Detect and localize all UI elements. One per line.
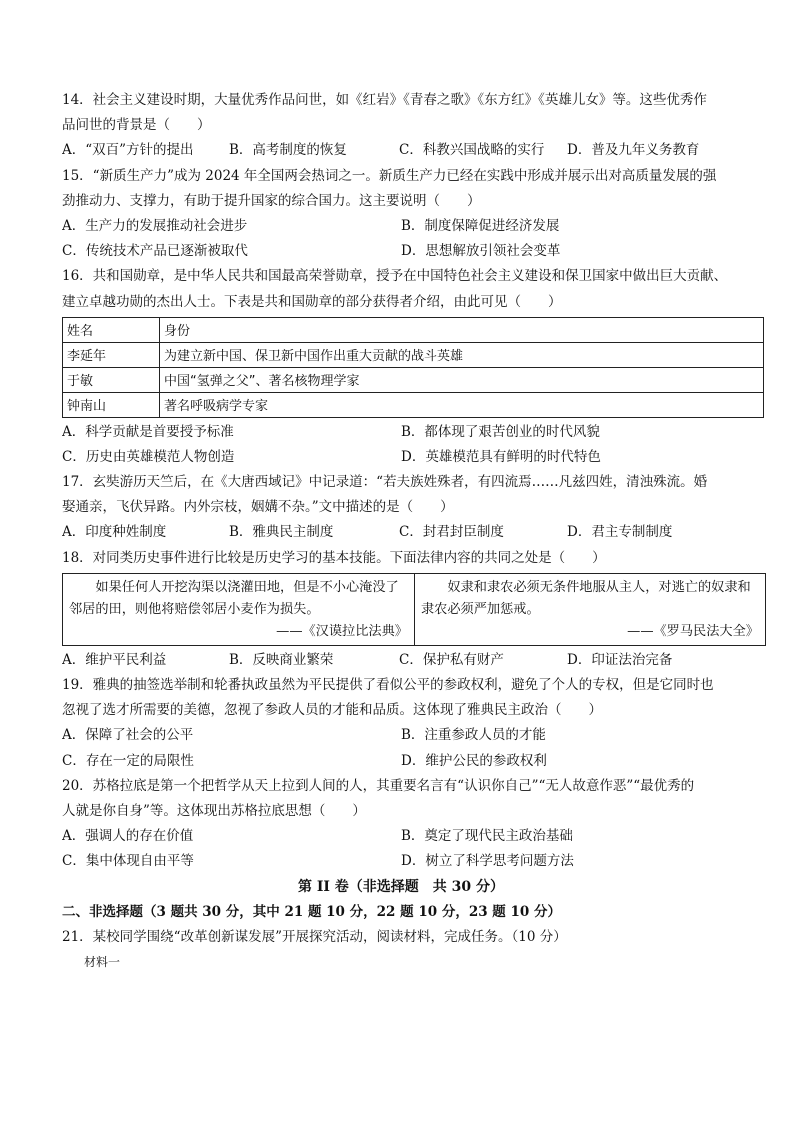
q20-stem-line2: 人就是你自身”等。这体现出苏格拉底思想（ ） <box>62 802 366 819</box>
q14-options <box>62 138 740 163</box>
q15-option-d: D．思想解放引领社会变革 <box>401 243 561 260</box>
q20-options-row1 <box>62 824 740 849</box>
q19-options-row1 <box>62 723 740 748</box>
q15-option-b: B．制度保障促进经济发展 <box>401 217 560 234</box>
q20-option-a: A．强调人的存在价值 <box>62 828 194 845</box>
q20-option-b: B．奠定了现代民主政治基础 <box>401 828 573 845</box>
table-cell: 钟南山 <box>63 392 160 417</box>
q14-stem-line2: 品问世的背景是（ ） <box>62 117 211 134</box>
q16-option-a: A．科学贡献是首要授予标准 <box>62 423 234 440</box>
q18-options <box>62 648 740 673</box>
q19-option-c: C．存在一定的局限性 <box>62 752 194 769</box>
q17-stem-line2: 娶通亲，飞伏异路。内外宗枝，姻媾不杂。”文中描述的是（ ） <box>62 499 454 516</box>
q19-options-row2 <box>62 749 740 774</box>
q15-options-row1 <box>62 214 740 239</box>
table-header-row <box>63 317 764 342</box>
q20-option-c: C．集中体现自由平等 <box>62 853 194 870</box>
q21-stem: 21．某校同学围绕“改革创新谋发展”开展探究活动，阅读材料，完成任务。（10 分） <box>62 928 567 945</box>
table-cell: 于敏 <box>63 367 160 392</box>
q17-option-c: C．封君封臣制度 <box>399 524 504 541</box>
q16-medal-table <box>62 317 764 418</box>
q16-option-d: D．英雄模范具有鲜明的时代特色 <box>401 448 601 465</box>
q16-option-c: C．历史由英雄模范人物创造 <box>62 448 235 465</box>
q19-option-b: B．注重参政人员的才能 <box>401 727 546 744</box>
q19-stem-line1: 19．雅典的抽签选举制和轮番执政虽然为平民提供了看似公平的参政权利，避免了个人的专权，但是它同时也 <box>62 677 714 693</box>
q19-option-a: A．保障了社会的公平 <box>62 727 194 744</box>
q20-options-row2 <box>62 849 740 874</box>
table-cell: 中国“氢弹之父”、著名核物理学家 <box>160 367 764 392</box>
q14-option-d: D．普及九年义务教育 <box>567 142 700 159</box>
table-cell: 身份 <box>160 317 764 342</box>
q15-option-a: A．生产力的发展推动社会进步 <box>62 217 248 234</box>
exam-page <box>62 88 759 975</box>
q18-right-cell <box>414 574 765 645</box>
q18-option-b: B．反映商业繁荣 <box>229 651 334 668</box>
q18-option-a: A．维护平民利益 <box>62 651 167 668</box>
q17-stem-line1: 17．玄奘游历天竺后，在《大唐西域记》中记录道：“若夫族姓殊者，有四流焉……凡兹四姓，清浊殊流。婚 <box>62 474 708 491</box>
q14-option-b: B．高考制度的恢复 <box>229 142 347 159</box>
q18-option-c: C．保护私有财产 <box>399 651 504 668</box>
q14-option-c: C．科教兴国战略的实行 <box>399 142 545 159</box>
section-2-title: 第 II 卷（非选择题 共 30 分） <box>297 878 505 895</box>
table-row <box>63 367 764 392</box>
q17-option-b: B．雅典民主制度 <box>229 524 334 541</box>
q14-stem-line1: 14．社会主义建设时期，大量优秀作品问世，如《红岩》《青春之歌》《东方红》《英雄儿女》等。这些优秀作 <box>62 92 707 108</box>
q20-option-d: D．树立了科学思考问题方法 <box>401 853 574 870</box>
q16-stem-line1: 16．共和国勋章，是中华人民共和国最高荣誉勋章，授予在中国特色社会主义建设和保卫国家中做出巨大贡献、 <box>62 268 728 285</box>
q16-stem-line2: 建立卓越功勋的杰出人士。下表是共和国勋章的部分获得者介绍，由此可见（ ） <box>62 293 562 310</box>
q18-stem-line1: 18．对同类历史事件进行比较是历史学习的基本技能。下面法律内容的共同之处是（ ） <box>62 549 606 566</box>
table-cell: 为建立新中国、保卫新中国作出重大贡献的战斗英雄 <box>160 342 764 367</box>
q18-left-cell <box>63 574 414 645</box>
q16-option-b: B．都体现了艰苦创业的时代风貌 <box>401 423 600 440</box>
q16-options-row1 <box>62 420 740 445</box>
q18-right-text: 奴隶和隶农必须无条件地服从主人，对逃亡的奴隶和隶农必须严加惩戒。 <box>421 579 751 617</box>
q20-stem-line1: 20．苏格拉底是第一个把哲学从天上拉到人间的人，其重要名言有“认识你自己”“无人故意作恶”“最优秀的 <box>62 777 695 794</box>
q18-law-comparison-table <box>62 573 766 646</box>
q16-options-row2 <box>62 445 740 470</box>
table-cell: 著名呼吸病学专家 <box>160 392 764 417</box>
q18-right-source: ——《罗马民法大全》 <box>627 623 759 639</box>
table-cell: 姓名 <box>63 317 160 342</box>
q19-option-d: D．维护公民的参政权利 <box>401 752 547 769</box>
q14-option-a: A．“双百”方针的提出 <box>62 142 194 159</box>
q18-left-source: ——《汉谟拉比法典》 <box>276 623 408 639</box>
q18-left-text: 如果任何人开挖沟渠以浇灌田地，但是不小心淹没了邻居的田，则他将赔偿邻居小麦作为损失。 <box>69 579 399 617</box>
table-cell: 李延年 <box>63 342 160 367</box>
q15-options-row2 <box>62 239 740 264</box>
table-row <box>63 392 764 417</box>
q15-stem-line2: 劲推动力、支撑力，有助于提升国家的综合国力。这主要说明（ ） <box>62 192 481 209</box>
section-2-heading: 二、非选择题（3 题共 30 分，其中 21 题 10 分，22 题 10 分，23 题 10 分） <box>62 903 561 920</box>
q15-stem-line1: 15．“新质生产力”成为 2024 年全国两会热词之一。新质生产力已经在实践中形成并展示出对高质量发展的强 <box>62 167 717 184</box>
q17-options <box>62 520 740 545</box>
q21-material-label: 材料一 <box>84 955 121 970</box>
table-row <box>63 342 764 367</box>
q19-stem-line2: 忽视了选才所需要的美德，忽视了参政人员的才能和品质。这体现了雅典民主政治（ ） <box>62 702 602 719</box>
q17-option-a: A．印度种姓制度 <box>62 524 167 541</box>
q17-option-d: D．君主专制制度 <box>567 524 673 541</box>
q18-option-d: D．印证法治完备 <box>567 651 673 668</box>
q15-option-c: C．传统技术产品已逐渐被取代 <box>62 243 248 260</box>
